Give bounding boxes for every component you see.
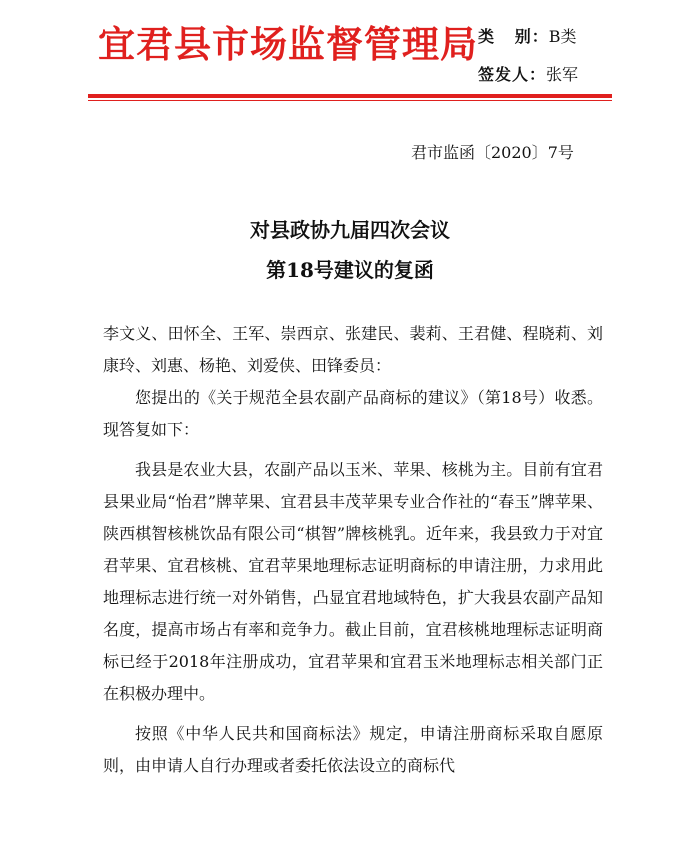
category-value: B类 <box>548 27 577 46</box>
header-rule-thin <box>88 100 612 101</box>
document-title <box>0 210 700 290</box>
title-line-2: 第18号建议的复函 <box>266 258 434 282</box>
document-body <box>103 318 603 782</box>
paragraph-2: 我县是农业大县，农副产品以玉米、苹果、核桃为主。目前有宜君县果业局“怡君”牌苹果、宜君县丰茂苹果专业合作社的“春玉”牌苹果、陕西棋智核桃饮品有限公司“棋智”牌核桃乳。近年来，我县致力于对宜君苹果、宜君核桃、宜君苹果地理标志证明商标的申请注册，力求用此地理标志进行统一对外销售，凸显宜君地域特色，扩大我县农副产品知名度，提高市场占有率和竞争力。截止目前，宜君核桃地理标志证明商标已经于2018年注册成功，宜君苹果和宜君玉米地理标志相关部门正在积极办理中。 <box>103 460 603 703</box>
signer-label: 签发人： <box>478 65 547 84</box>
salutation: 李文义、田怀全、王军、崇西京、张建民、裴莉、王君健、程晓莉、刘康玲、刘惠、杨艳、刘爱侠、田锋委员： <box>103 324 603 375</box>
header-rule-thick <box>88 94 612 98</box>
signer-row <box>478 56 578 94</box>
issuer-name: 宜君县市场监督管理局 <box>98 22 478 66</box>
category-row <box>478 18 578 56</box>
document-number: 君市监函〔2020〕7号 <box>411 143 574 162</box>
document-header <box>0 0 700 110</box>
paragraph-3: 按照《中华人民共和国商标法》规定，申请注册商标采取自愿原则，由申请人自行办理或者委托依法设立的商标代 <box>103 724 603 775</box>
title-line-1: 对县政协九届四次会议 <box>250 218 450 242</box>
document-meta <box>478 18 578 94</box>
category-label: 类 别： <box>478 27 549 46</box>
signer-value: 张军 <box>546 65 579 84</box>
paragraph-1: 您提出的《关于规范全县农副产品商标的建议》（第18号）收悉。现答复如下： <box>103 388 603 439</box>
